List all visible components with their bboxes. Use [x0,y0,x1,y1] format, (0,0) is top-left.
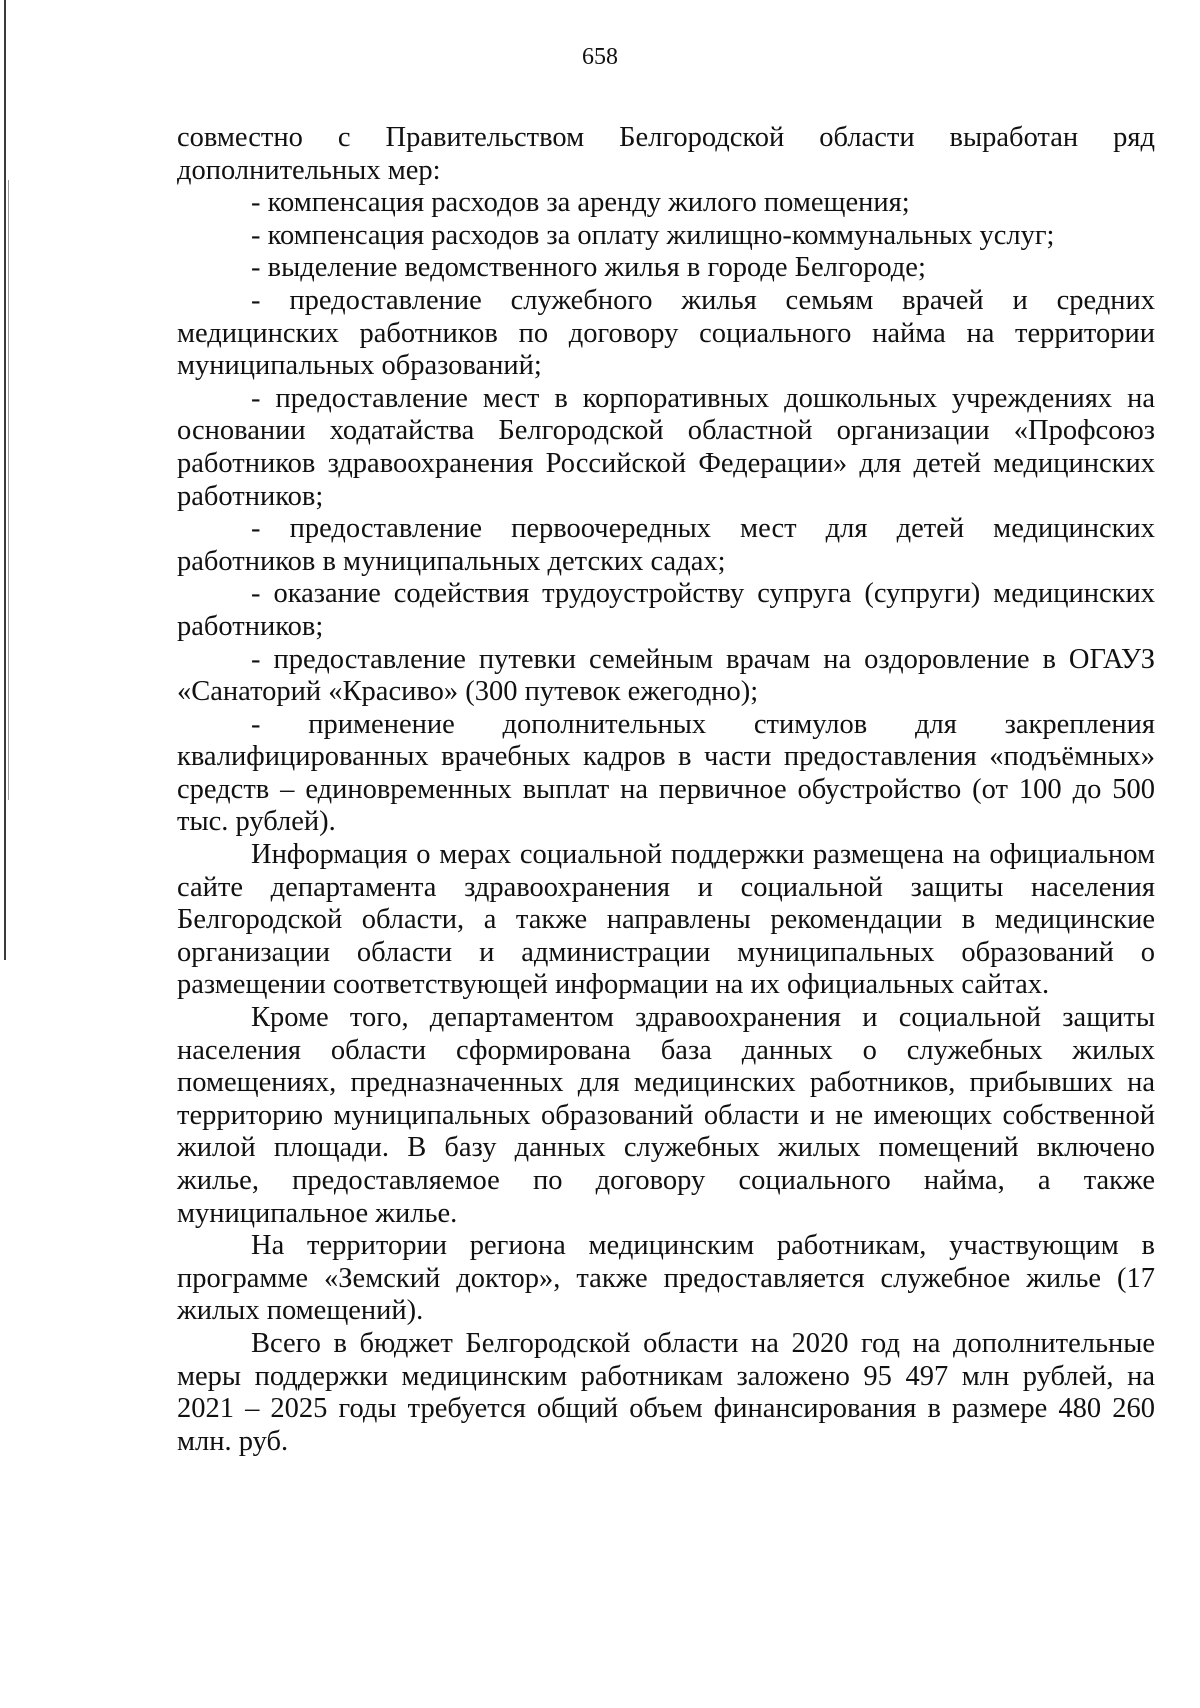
paragraph-zemsky-doctor: На территории региона медицинским работникам, участвующим в программе «Земский доктор», также предоставляется служебное жилье (17 жилых помещений). [177,1230,1155,1327]
document-body [177,122,1155,1458]
list-item-sanatorium-vouchers: - предоставление путевки семейным врачам на оздоровление в ОГАУЗ «Санаторий «Красиво» (300 путевок ежегодно); [177,643,1155,708]
paragraph-information: Информация о мерах социальной поддержки размещена на официальном сайте департамента здравоохранения и социальной защиты населения Белгородской области, а также направлены рекомендации в медицинские организации области и администрации муниципальных образований о размещении соответствующей информации на их официальных сайтах. [177,839,1155,1001]
scan-edge-line [4,0,6,960]
list-item-kindergarten-priority: - предоставление первоочередных мест для детей медицинских работников в муниципальных детских садах; [177,513,1155,577]
list-item-spouse-employment: - оказание содействия трудоустройству супруга (супруги) медицинских работников; [177,578,1155,642]
scan-edge-shadow [8,180,9,800]
list-item-relocation-payments: - применение дополнительных стимулов для закрепления квалифицированных врачебных кадров в части предоставления «подъёмных» средств – единовременных выплат на первичное обустройство (от 100 до 500 тыс. рублей). [177,708,1155,838]
paragraph-budget: Всего в бюджет Белгородской области на 2020 год на дополнительные меры поддержки медицинским работникам заложено 95 497 млн рублей, на 2021 – 2025 годы требуется общий объем финансирования в размере 480 260 млн. руб. [177,1327,1155,1457]
paragraph-housing-database: Кроме того, департаментом здравоохранения и социальной защиты населения области сформирована база данных о служебных жилых помещениях, предназначенных для медицинских работников, прибывших на территорию муниципальных образований области и не имеющих собственной жилой площади. В базу данных служебных жилых помещений включено жилье, предоставляемое по договору социального найма, а также муниципальное жилье. [177,1002,1155,1229]
list-item-service-housing: - предоставление служебного жилья семьям врачей и средних медицинских работников по договору социального найма на территории муниципальных образований; [177,284,1155,382]
page-number: 658 [582,44,618,70]
list-item-rent-compensation: - компенсация расходов за аренду жилого помещения; [251,187,910,219]
list-item-corporate-preschool: - предоставление мест в корпоративных дошкольных учреждениях на основании ходатайства Белгородской областной организации «Профсоюз работников здравоохранения Российской Федерации» для детей медицинских работников; [177,382,1155,512]
paragraph-intro: совместно с Правительством Белгородской области выработан ряд дополнительных мер: [177,122,1155,186]
list-item-departmental-housing: - выделение ведомственного жилья в городе Белгороде; [251,252,926,284]
list-item-utilities-compensation: - компенсация расходов за оплату жилищно-коммунальных услуг; [251,219,1055,251]
